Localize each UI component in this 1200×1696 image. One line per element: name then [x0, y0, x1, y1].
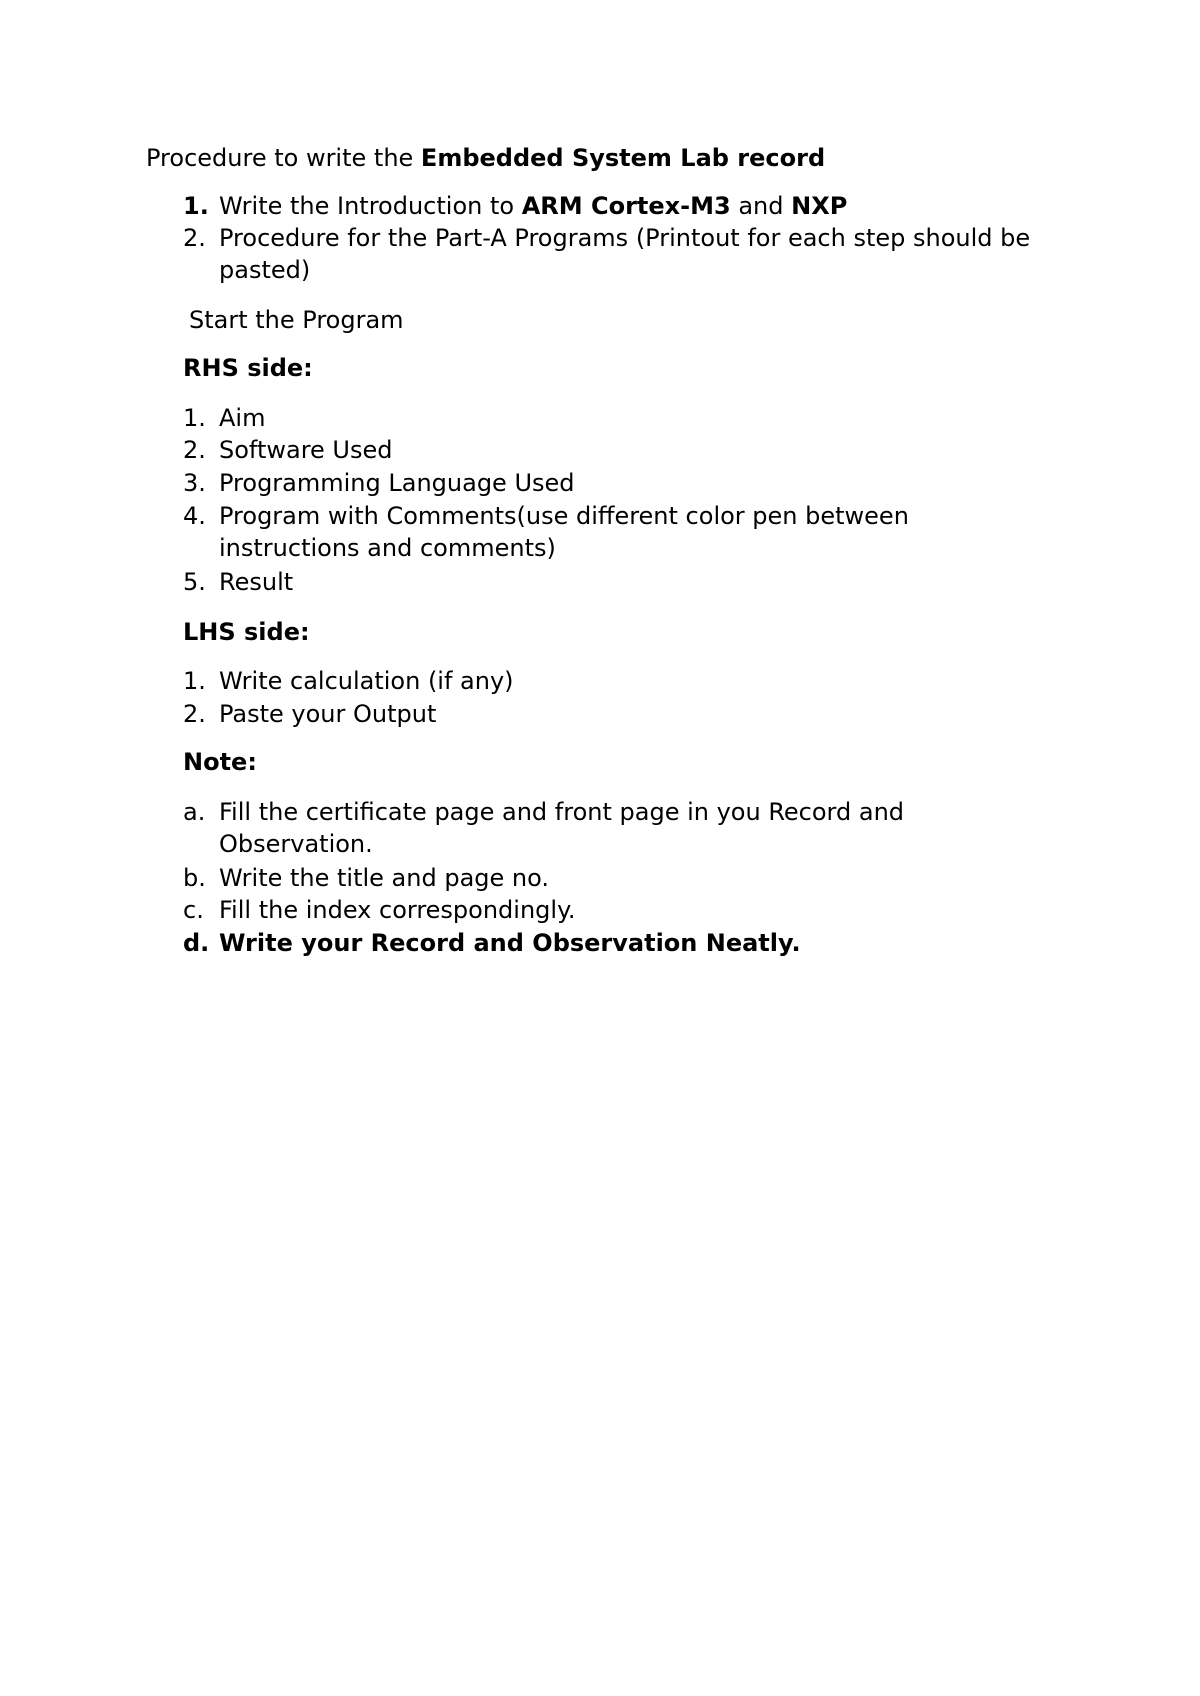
rhs-item-2-marker: 2.	[183, 436, 206, 464]
lhs-item-1-text: Write calculation (if any)	[219, 667, 514, 695]
rhs-item-1-text: Aim	[219, 404, 266, 432]
start-program-text: Start the Program	[189, 306, 404, 334]
lhs-item-2-text: Paste your Output	[219, 700, 437, 728]
rhs-heading: RHS side:	[183, 354, 313, 382]
rhs-item-5-text: Result	[219, 568, 294, 596]
intro-item-1-text-b: and	[730, 192, 792, 220]
rhs-item-1-marker: 1.	[183, 404, 206, 432]
lhs-item-2-marker: 2.	[183, 700, 206, 728]
note-item-a-line2: Observation.	[219, 830, 373, 858]
note-item-d-text: Write your Record and Observation Neatly.	[219, 929, 801, 957]
rhs-item-5-marker: 5.	[183, 568, 206, 596]
rhs-item-4-marker: 4.	[183, 502, 206, 530]
intro-item-1-bold-a: ARM Cortex-M3	[521, 192, 731, 220]
intro-item-1-text-a: Write the Introduction to	[219, 192, 522, 220]
intro-item-2-line1: Procedure for the Part-A Programs (Printout for each step should be	[219, 224, 1031, 252]
note-item-c-text: Fill the index correspondingly.	[219, 896, 576, 924]
intro-item-1-bold-b: NXP	[791, 192, 848, 220]
rhs-item-2-text: Software Used	[219, 436, 393, 464]
rhs-item-4-line1: Program with Comments(use different color pen between	[219, 502, 909, 530]
intro-item-2-line2: pasted)	[219, 256, 311, 284]
title-prefix: Procedure to write the	[146, 144, 421, 172]
lhs-heading: LHS side:	[183, 618, 310, 646]
note-item-d-marker: d.	[183, 929, 210, 957]
intro-item-2-marker: 2.	[183, 224, 206, 252]
page-title	[146, 142, 825, 174]
note-item-a-line1: Fill the certificate page and front page in you Record and	[219, 798, 905, 826]
note-item-a-marker: a.	[183, 798, 206, 826]
note-item-c-marker: c.	[183, 896, 204, 924]
lhs-item-1-marker: 1.	[183, 667, 206, 695]
intro-item-1-marker: 1.	[183, 192, 209, 220]
note-heading: Note:	[183, 748, 257, 776]
intro-item-1-text	[219, 190, 847, 222]
title-bold: Embedded System Lab record	[420, 144, 826, 172]
note-item-b-marker: b.	[183, 864, 206, 892]
note-item-b-text: Write the title and page no.	[219, 864, 550, 892]
rhs-item-3-text: Programming Language Used	[219, 469, 575, 497]
rhs-item-3-marker: 3.	[183, 469, 206, 497]
rhs-item-4-line2: instructions and comments)	[219, 534, 556, 562]
